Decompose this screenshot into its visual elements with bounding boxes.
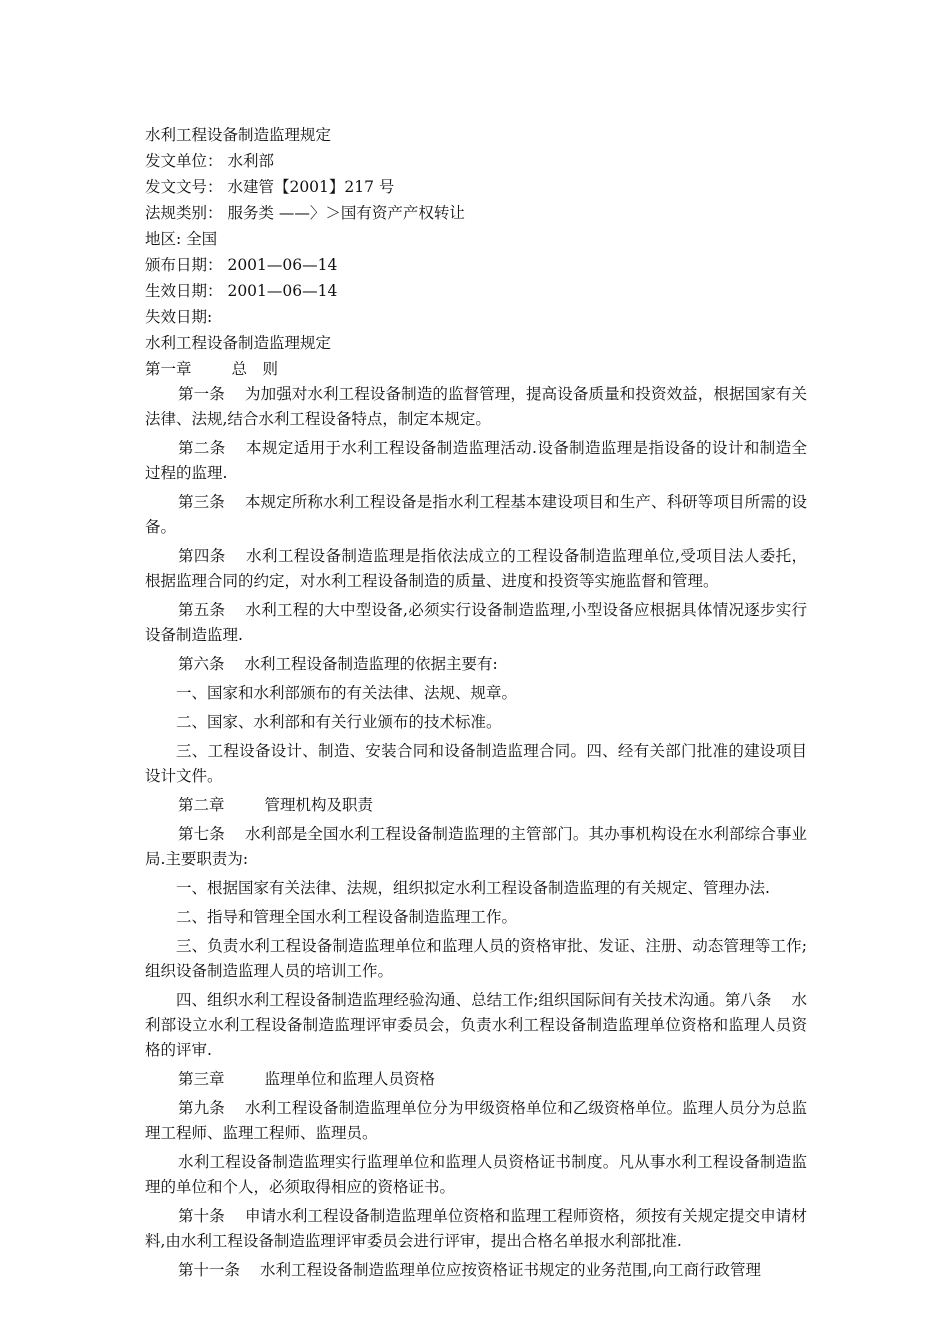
article-1: 第一条 为加强对水利工程设备制造的监督管理，提高设备质量和投资效益，根据国家有关法律、法规,结合水利工程设备特点，制定本规定。 <box>145 385 807 428</box>
article-7-item-4-and-article-8: 四、组织水利工程设备制造监理经验沟通、总结工作;组织国际间有关技术沟通。第八条 水利部设立水利工程设备制造监理评审委员会，负责水利工程设备制造监理单位资格和监理人员资格的评审. <box>145 991 807 1059</box>
article-2: 第二条 本规定适用于水利工程设备制造监理活动.设备制造监理是指设备的设计和制造全过程的监理. <box>145 439 807 482</box>
article-7-item-2: 二、指导和管理全国水利工程设备制造监理工作。 <box>176 908 518 926</box>
chapter-3-heading: 第三章 监理单位和监理人员资格 <box>178 1070 436 1088</box>
issuer-line: 发文单位： 水利部 <box>145 152 274 170</box>
issue-date-line: 颁布日期： 2001—06—14 <box>145 256 338 274</box>
expiry-date-line: 失效日期: <box>145 308 213 326</box>
article-9: 第九条 水利工程设备制造监理单位分为甲级资格单位和乙级资格单位。监理人员分为总监理工程师、监理工程师、监理员。 <box>145 1099 807 1142</box>
article-7-item-1: 一、根据国家有关法律、法规，组织拟定水利工程设备制造监理的有关规定、管理办法. <box>176 879 770 897</box>
article-4: 第四条 水利工程设备制造监理是指依法成立的工程设备制造监理单位,受项目法人委托，根据监理合同的约定，对水利工程设备制造的质量、进度和投资等实施监督和管理。 <box>145 547 807 590</box>
article-5: 第五条 水利工程的大中型设备,必须实行设备制造监理,小型设备应根据具体情况逐步实行设备制造监理. <box>145 601 807 644</box>
article-9-paragraph-2: 水利工程设备制造监理实行监理单位和监理人员资格证书制度。凡从事水利工程设备制造监理的单位和个人，必须取得相应的资格证书。 <box>145 1153 807 1196</box>
docno-line: 发文文号： 水建管【2001】217 号 <box>145 178 395 196</box>
article-6-item-2: 二、国家、水利部和有关行业颁布的技术标准。 <box>176 713 502 731</box>
chapter-2-heading: 第二章 管理机构及职责 <box>178 796 374 814</box>
document-title: 水利工程设备制造监理规定 <box>145 126 332 144</box>
article-10: 第十条 申请水利工程设备制造监理单位资格和监理工程师资格，须按有关规定提交申请材料,由水利工程设备制造监理评审委员会进行评审，提出合格名单报水利部批准. <box>145 1207 807 1250</box>
article-7: 第七条 水利部是全国水利工程设备制造监理的主管部门。其办事机构设在水利部综合事业局.主要职责为: <box>145 825 807 868</box>
article-6-item-1: 一、国家和水利部颁布的有关法律、法规、规章。 <box>176 684 518 702</box>
article-7-item-3: 三、负责水利工程设备制造监理单位和监理人员的资格审批、发证、注册、动态管理等工作;组织设备制造监理人员的培训工作。 <box>145 937 807 980</box>
region-line: 地区: 全国 <box>145 230 218 248</box>
document-body <box>145 122 807 1287</box>
article-6: 第六条 水利工程设备制造监理的依据主要有: <box>178 655 498 673</box>
article-3: 第三条 本规定所称水利工程设备是指水利工程基本建设项目和生产、科研等项目所需的设备。 <box>145 493 807 536</box>
effective-date-line: 生效日期： 2001—06—14 <box>145 282 338 300</box>
category-line: 法规类别： 服务类 ——〉＞国有资产产权转让 <box>145 204 465 222</box>
chapter-1-heading: 第一章 总 则 <box>145 360 279 378</box>
article-6-item-3: 三、工程设备设计、制造、安装合同和设备制造监理合同。四、经有关部门批准的建设项目设计文件。 <box>145 742 807 785</box>
document-title-repeat: 水利工程设备制造监理规定 <box>145 334 332 352</box>
article-11: 第十一条 水利工程设备制造监理单位应按资格证书规定的业务范围,向工商行政管理 <box>178 1261 761 1279</box>
